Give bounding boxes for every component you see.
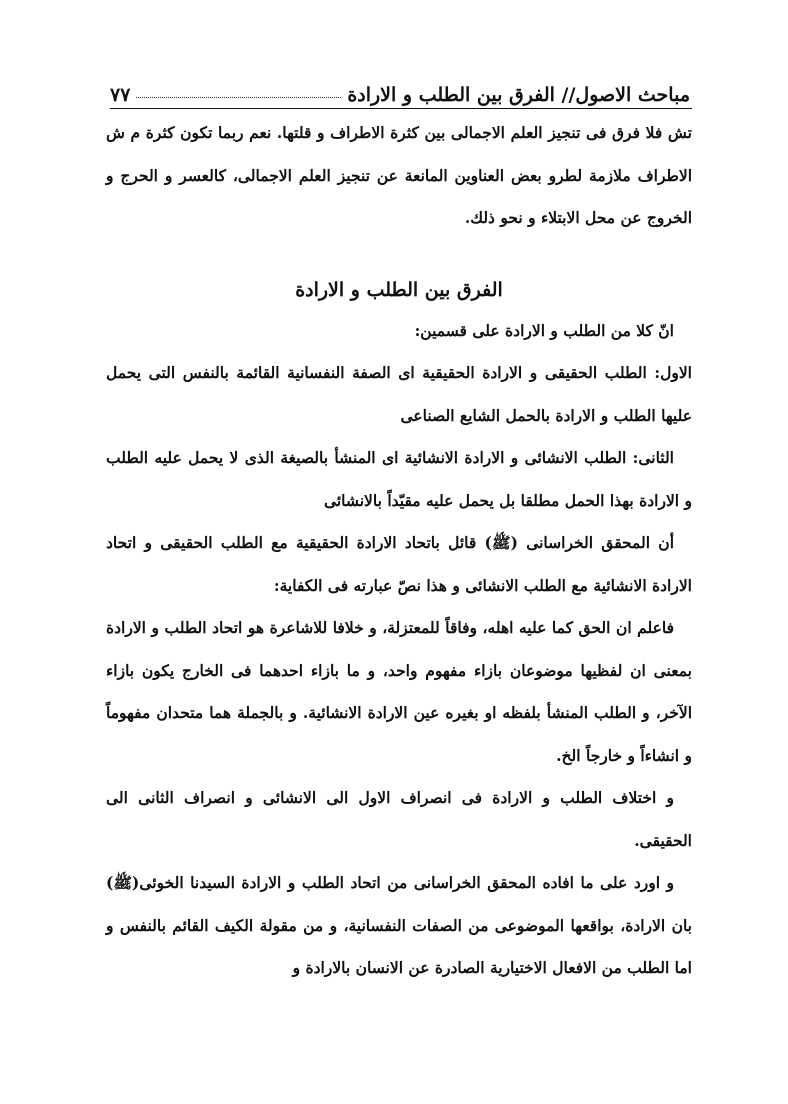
paragraph: أن المحقق الخراسانى (ﷺ) قائل باتحاد الارادة الحقيقية مع الطلب الحقيقى و اتحاد الارادة الانشائية مع الطلب الانشائى و هذا نصّ عبارته فى الكفاية: xyxy=(106,533,692,595)
quote-paragraph: فاعلم ان الحق كما عليه اهله، وفاقاً للمعتزلة، و خلافا للاشاعرة هو اتحاد الطلب و الارادة بمعنى ان لفظيها موضوعان بازاء مفهوم واحد، و ما بازاء احدهما فى الخارج يكون بازاء الآخر، و الطلب المنشأ بلفظه او بغيره عين الارادة الانشائية. و بالجملة هما متحدان مفهوماً و انشاءاً و خارجاً الخ. xyxy=(106,618,692,765)
paragraph: انّ كلا من الطلب و الارادة على قسمين: xyxy=(414,320,674,340)
paragraph: تش فلا فرق فى تنجيز العلم الاجمالى بين كثرة الاطراف و قلتها. نعم ربما تكون كثرة م ش الاطراف ملازمة لطرو بعض العناوين المانعة عن تنجيز العلم الاجمالى، كالعسر و الحرج و الخروج عن محل الابتلاء و نحو ذلك. xyxy=(106,123,692,227)
paragraph: و اورد على ما افاده المحقق الخراسانى من اتحاد الطلب و الارادة السيدنا الخوئى(ﷺ) بان الارادة، بواقعها الموضوعى من الصفات النفسانية، و من مقولة الكيف القائم بالنفس و اما الطلب من الافعال الاختيارية الصادرة عن الانسان بالارادة و xyxy=(106,873,692,977)
paragraph: و اختلاف الطلب و الارادة فى انصراف الاول الى الانشائى و انصراف الثانى الى الحقيقى. xyxy=(106,788,692,850)
header-rule xyxy=(110,108,692,109)
body-text xyxy=(106,112,692,990)
page-number: ٧٧ xyxy=(110,84,131,106)
section-heading: الفرق بين الطلب و الارادة xyxy=(295,278,503,301)
running-title: مباحث الاصول// الفرق بين الطلب و الارادة xyxy=(347,84,690,106)
paragraph: الاول: الطلب الحقيقى و الارادة الحقيقية اى الصفة النفسانية القائمة بالنفس التى يحمل عليها الطلب و الارادة بالحمل الشايع الصناعى xyxy=(106,363,692,425)
page-header xyxy=(110,66,690,106)
paragraph: الثانى: الطلب الانشائى و الارادة الانشائية اى المنشأ بالصيغة الذى لا يحمل عليه الطلب و الارادة بهذا الحمل مطلقا بل يحمل عليه مقيّداً بالانشائى xyxy=(106,448,692,510)
dotted-leader xyxy=(136,97,341,98)
